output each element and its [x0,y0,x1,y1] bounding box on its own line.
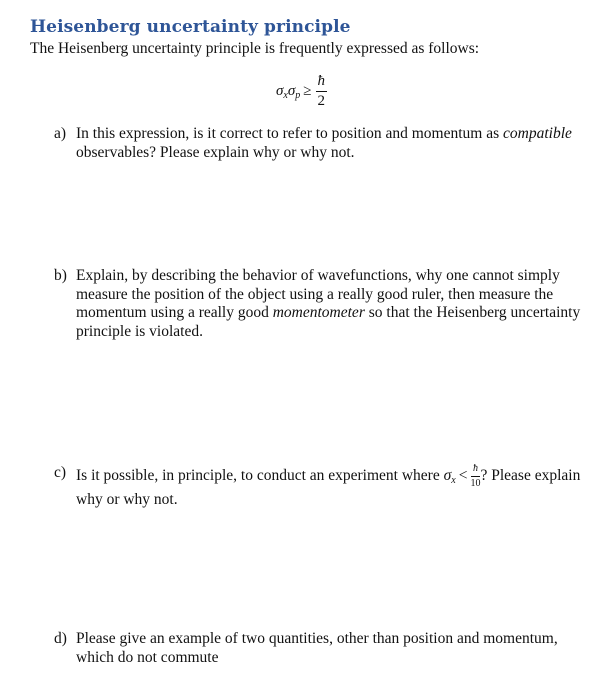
less-than-symbol: < [458,467,468,485]
question-label: c) [54,464,67,481]
inline-inequality [443,463,481,489]
intro-text: The Heisenberg uncertainty principle is frequently expressed as follows: [30,40,480,57]
fraction-numerator: ħ [471,464,480,477]
sigma-p [288,83,300,101]
hbar-over-10 [470,464,480,489]
hbar-over-2 [316,74,328,109]
sub-p: p [295,89,301,101]
question-d [54,630,584,667]
question-c [54,464,584,509]
question-a [54,125,584,162]
question-text: Please give an example of two quantities, other than position and momentum, which do not commute [76,630,558,666]
question-text: Is it possible, in principle, to conduct an experiment where $\sigma_x$ < $\frac{ħ}{10}$ ? Please explain why or why not. [76,463,581,508]
question-label: a) [54,125,67,142]
question-text: Explain, by describing the behavior of wavefunctions, why one cannot simply measure the position of the object using a really good ruler, then measure the momentum using a really good momentometer so that the Heisenberg uncertainty principle is violated. [76,267,581,340]
question-text: In this expression, is it correct to refer to position and momentum as compatible observables? Please explain why or why not. [76,125,572,161]
question-b [54,267,584,341]
sigma-symbol: σ [287,82,296,99]
geq-symbol: ≥ [303,83,312,99]
question-label: b) [54,267,67,284]
fraction-denominator: 10 [470,478,481,489]
emphasis-text: momentometer [272,304,365,321]
fraction-denominator: 2 [317,93,325,109]
sigma-x [276,83,288,101]
sigma-symbol: σ [443,467,452,485]
fraction-numerator: ħ [316,74,328,92]
sub-x: x [283,89,288,101]
sub-x: x [451,475,456,487]
uncertainty-formula [276,74,327,109]
question-label: d) [54,630,67,647]
emphasis-text: compatible [503,125,572,142]
page-title: Heisenberg uncertainty principle [30,17,351,37]
sigma-symbol: σ [276,82,284,99]
